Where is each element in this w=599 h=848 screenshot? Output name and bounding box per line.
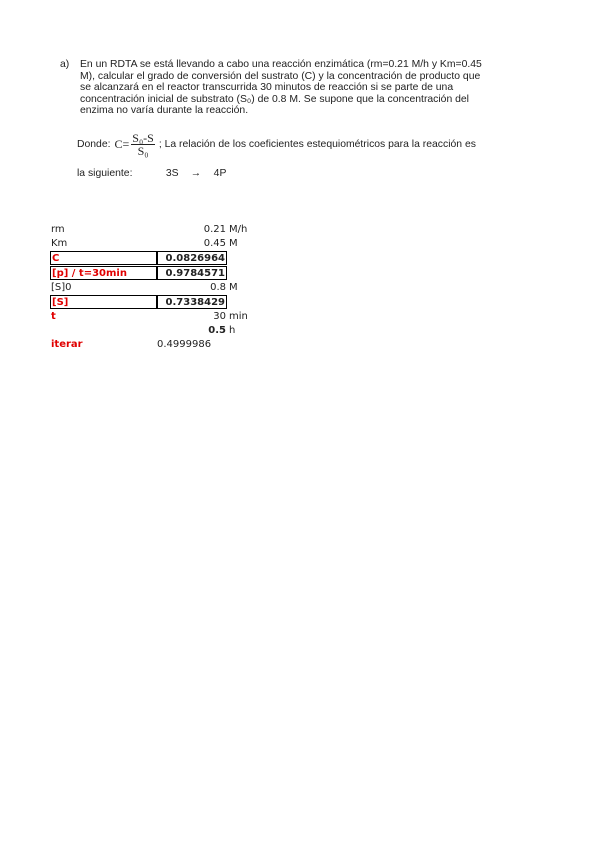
cell-label[interactable]: Km (51, 238, 68, 249)
cell-unit[interactable]: min (229, 311, 248, 322)
cell-value[interactable]: 0.21 (203, 224, 226, 235)
problem-line: se alcanzará en el reactor transcurrida 30 minutos de reacción si se parte de una (80, 82, 454, 94)
problem-line: En un RDTA se está llevando a cabo una reacción enzimática (rm=0.21 M/h y Km=0.45 (80, 59, 482, 70)
arrow-icon: → (190, 168, 202, 179)
cell-value[interactable]: 0.45 (203, 238, 226, 249)
cell-unit[interactable]: M/h (229, 224, 248, 235)
conversion-formula (115, 132, 155, 157)
cell-unit[interactable]: h (229, 325, 236, 336)
sheet-row-t (50, 310, 260, 324)
problem-line: M), calcular el grado de conversión del sustrato (C) y la concentración de producto que (80, 70, 481, 82)
cell-unit[interactable]: M (229, 238, 238, 249)
cell-value[interactable]: 0.5 (208, 325, 226, 336)
problem-line: enzima no varía durante la reacción. (80, 105, 249, 117)
sheet-row-s0 (50, 281, 260, 295)
cell-unit[interactable]: M (229, 282, 238, 293)
formula-fraction (131, 132, 155, 157)
sheet-row-rm (50, 223, 260, 237)
formula-numerator: S₀-S (132, 131, 154, 145)
cell-label[interactable]: C (50, 251, 157, 265)
cell-label[interactable]: [S]0 (51, 282, 72, 293)
cell-value[interactable]: 30 (213, 311, 226, 322)
cell-value[interactable]: 0.7338429 (157, 295, 227, 309)
relation-label: la siguiente: (77, 168, 133, 179)
formula-tail: ; La relación de los coeficientes estequiométricos para la reacción es (158, 139, 476, 150)
problem-marker: a) (60, 59, 70, 70)
sheet-row-c (50, 251, 260, 265)
sheet-row-km (50, 237, 260, 251)
cell-value[interactable]: 0.0826964 (157, 251, 227, 265)
sheet-row-iterar (50, 338, 260, 352)
cell-value[interactable]: 0.9784571 (157, 266, 227, 280)
donde-label: Donde: (77, 139, 111, 150)
problem-line: concentración inicial de substrato (S₀) de 0.8 M. Se supone que la concentración del (80, 93, 469, 105)
cell-label[interactable]: t (51, 311, 56, 322)
problem-statement (60, 59, 570, 117)
cell-label[interactable]: [S] (50, 295, 157, 309)
product: 4P (213, 168, 227, 179)
problem-paragraph (80, 59, 570, 117)
reactant: 3S (165, 168, 179, 179)
sheet-row-t-hours (50, 324, 260, 338)
cell-label[interactable]: [p] / t=30min (50, 266, 157, 280)
cell-label[interactable]: rm (51, 224, 65, 235)
stoichiometry-line (77, 168, 226, 179)
cell-value[interactable]: 0.4999986 (157, 339, 212, 350)
formula-line (77, 132, 476, 157)
cell-label[interactable]: iterar (51, 339, 83, 350)
formula-denominator: S₀ (137, 144, 149, 158)
formula-lhs: C= (114, 137, 130, 151)
sheet-row-p (50, 266, 260, 280)
cell-value[interactable]: 0.8 (210, 282, 226, 293)
sheet-row-s (50, 295, 260, 309)
